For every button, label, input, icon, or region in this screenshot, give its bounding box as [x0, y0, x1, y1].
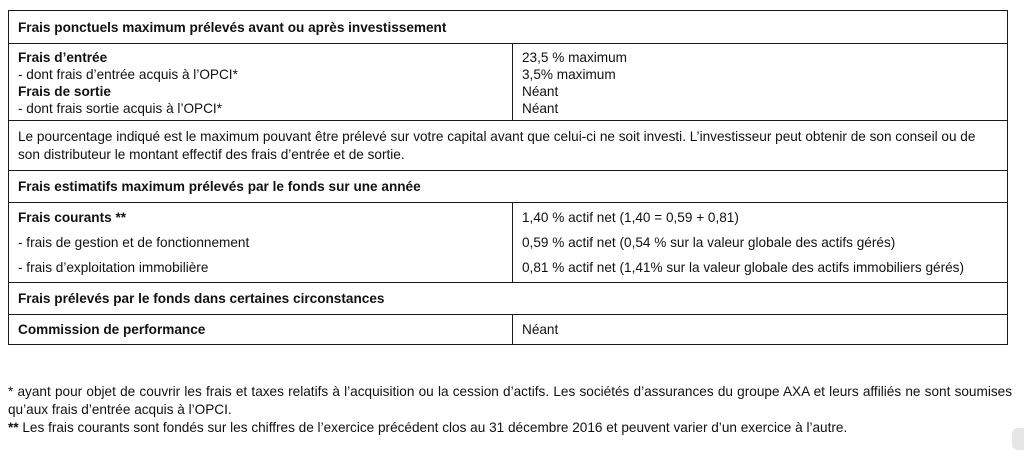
- section1-header: Frais ponctuels maximum prélevés avant ou après investissement: [18, 19, 447, 35]
- footnote-single: * ayant pour objet de couvrir les frais et taxes relatifs à l’acquisition ou la cession d’actifs. Les sociétés d’assurances du groupe AXA et leurs affiliés ne sont soumises qu’aux frais d’entrée acquis à l’OPCI.: [8, 384, 1012, 417]
- courants-label: Frais courants **: [18, 210, 127, 225]
- commission-value: Néant: [522, 322, 559, 337]
- scrollbar-handle[interactable]: [1012, 428, 1024, 450]
- section1-note: Le pourcentage indiqué est le maximum pouvant être prélevé sur votre capital avant que celui-ci ne soit investi. L’investisseur peut obtenir de son conseil ou de son distributeur le montant effectif des frais d’entrée et de sortie.: [9, 120, 1007, 170]
- entree-sub-label: - dont frais d’entrée acquis à l’OPCI*: [18, 67, 238, 82]
- sortie-sub-label: - dont frais sortie acquis à l’OPCI*: [18, 101, 222, 116]
- footnote-double-marker: **: [8, 420, 19, 435]
- running-fees-labels-cell: [9, 203, 513, 282]
- gestion-value: 0,59 % actif net (0,54 % sur la valeur globale des actifs gérés): [522, 235, 896, 250]
- footnote-double: [8, 419, 1012, 437]
- sortie-sub-value: Néant: [522, 101, 559, 116]
- running-fees-row: [9, 202, 1007, 282]
- exploitation-label: - frais d’exploitation immobilière: [18, 260, 209, 275]
- section2-header: Frais estimatifs maximum prélevés par le fonds sur une année: [9, 170, 1007, 202]
- entree-label: Frais d’entrée: [18, 50, 108, 65]
- commission-value-cell: [513, 315, 1007, 344]
- entree-sub-value: 3,5% maximum: [522, 67, 616, 82]
- sortie-label: Frais de sortie: [18, 84, 111, 99]
- courants-value: 1,40 % actif net (1,40 = 0,59 + 0,81): [522, 210, 739, 225]
- exploitation-value: 0,81 % actif net (1,41% sur la valeur globale des actifs immobiliers gérés): [522, 260, 965, 275]
- running-fees-values-cell: [513, 203, 1007, 282]
- commission-label-cell: [9, 315, 513, 344]
- fees-table: [8, 10, 1008, 345]
- fees-values-cell: [513, 44, 1007, 120]
- sortie-value: Néant: [522, 84, 559, 99]
- performance-fee-row: [9, 314, 1007, 344]
- gestion-label: - frais de gestion et de fonctionnement: [18, 235, 250, 250]
- entry-exit-fees-row: [9, 43, 1007, 120]
- footnote-double-text: Les frais courants sont fondés sur les chiffres de l’exercice précédent clos au 31 décembre 2016 et peuvent varier d’un exercice à l’autre.: [18, 420, 848, 435]
- section3-header: Frais prélevés par le fonds dans certaines circonstances: [9, 282, 1007, 314]
- fees-labels-cell: [9, 44, 513, 120]
- commission-label: Commission de performance: [18, 322, 206, 337]
- entree-value: 23,5 % maximum: [522, 50, 628, 65]
- footnotes: [8, 383, 1012, 437]
